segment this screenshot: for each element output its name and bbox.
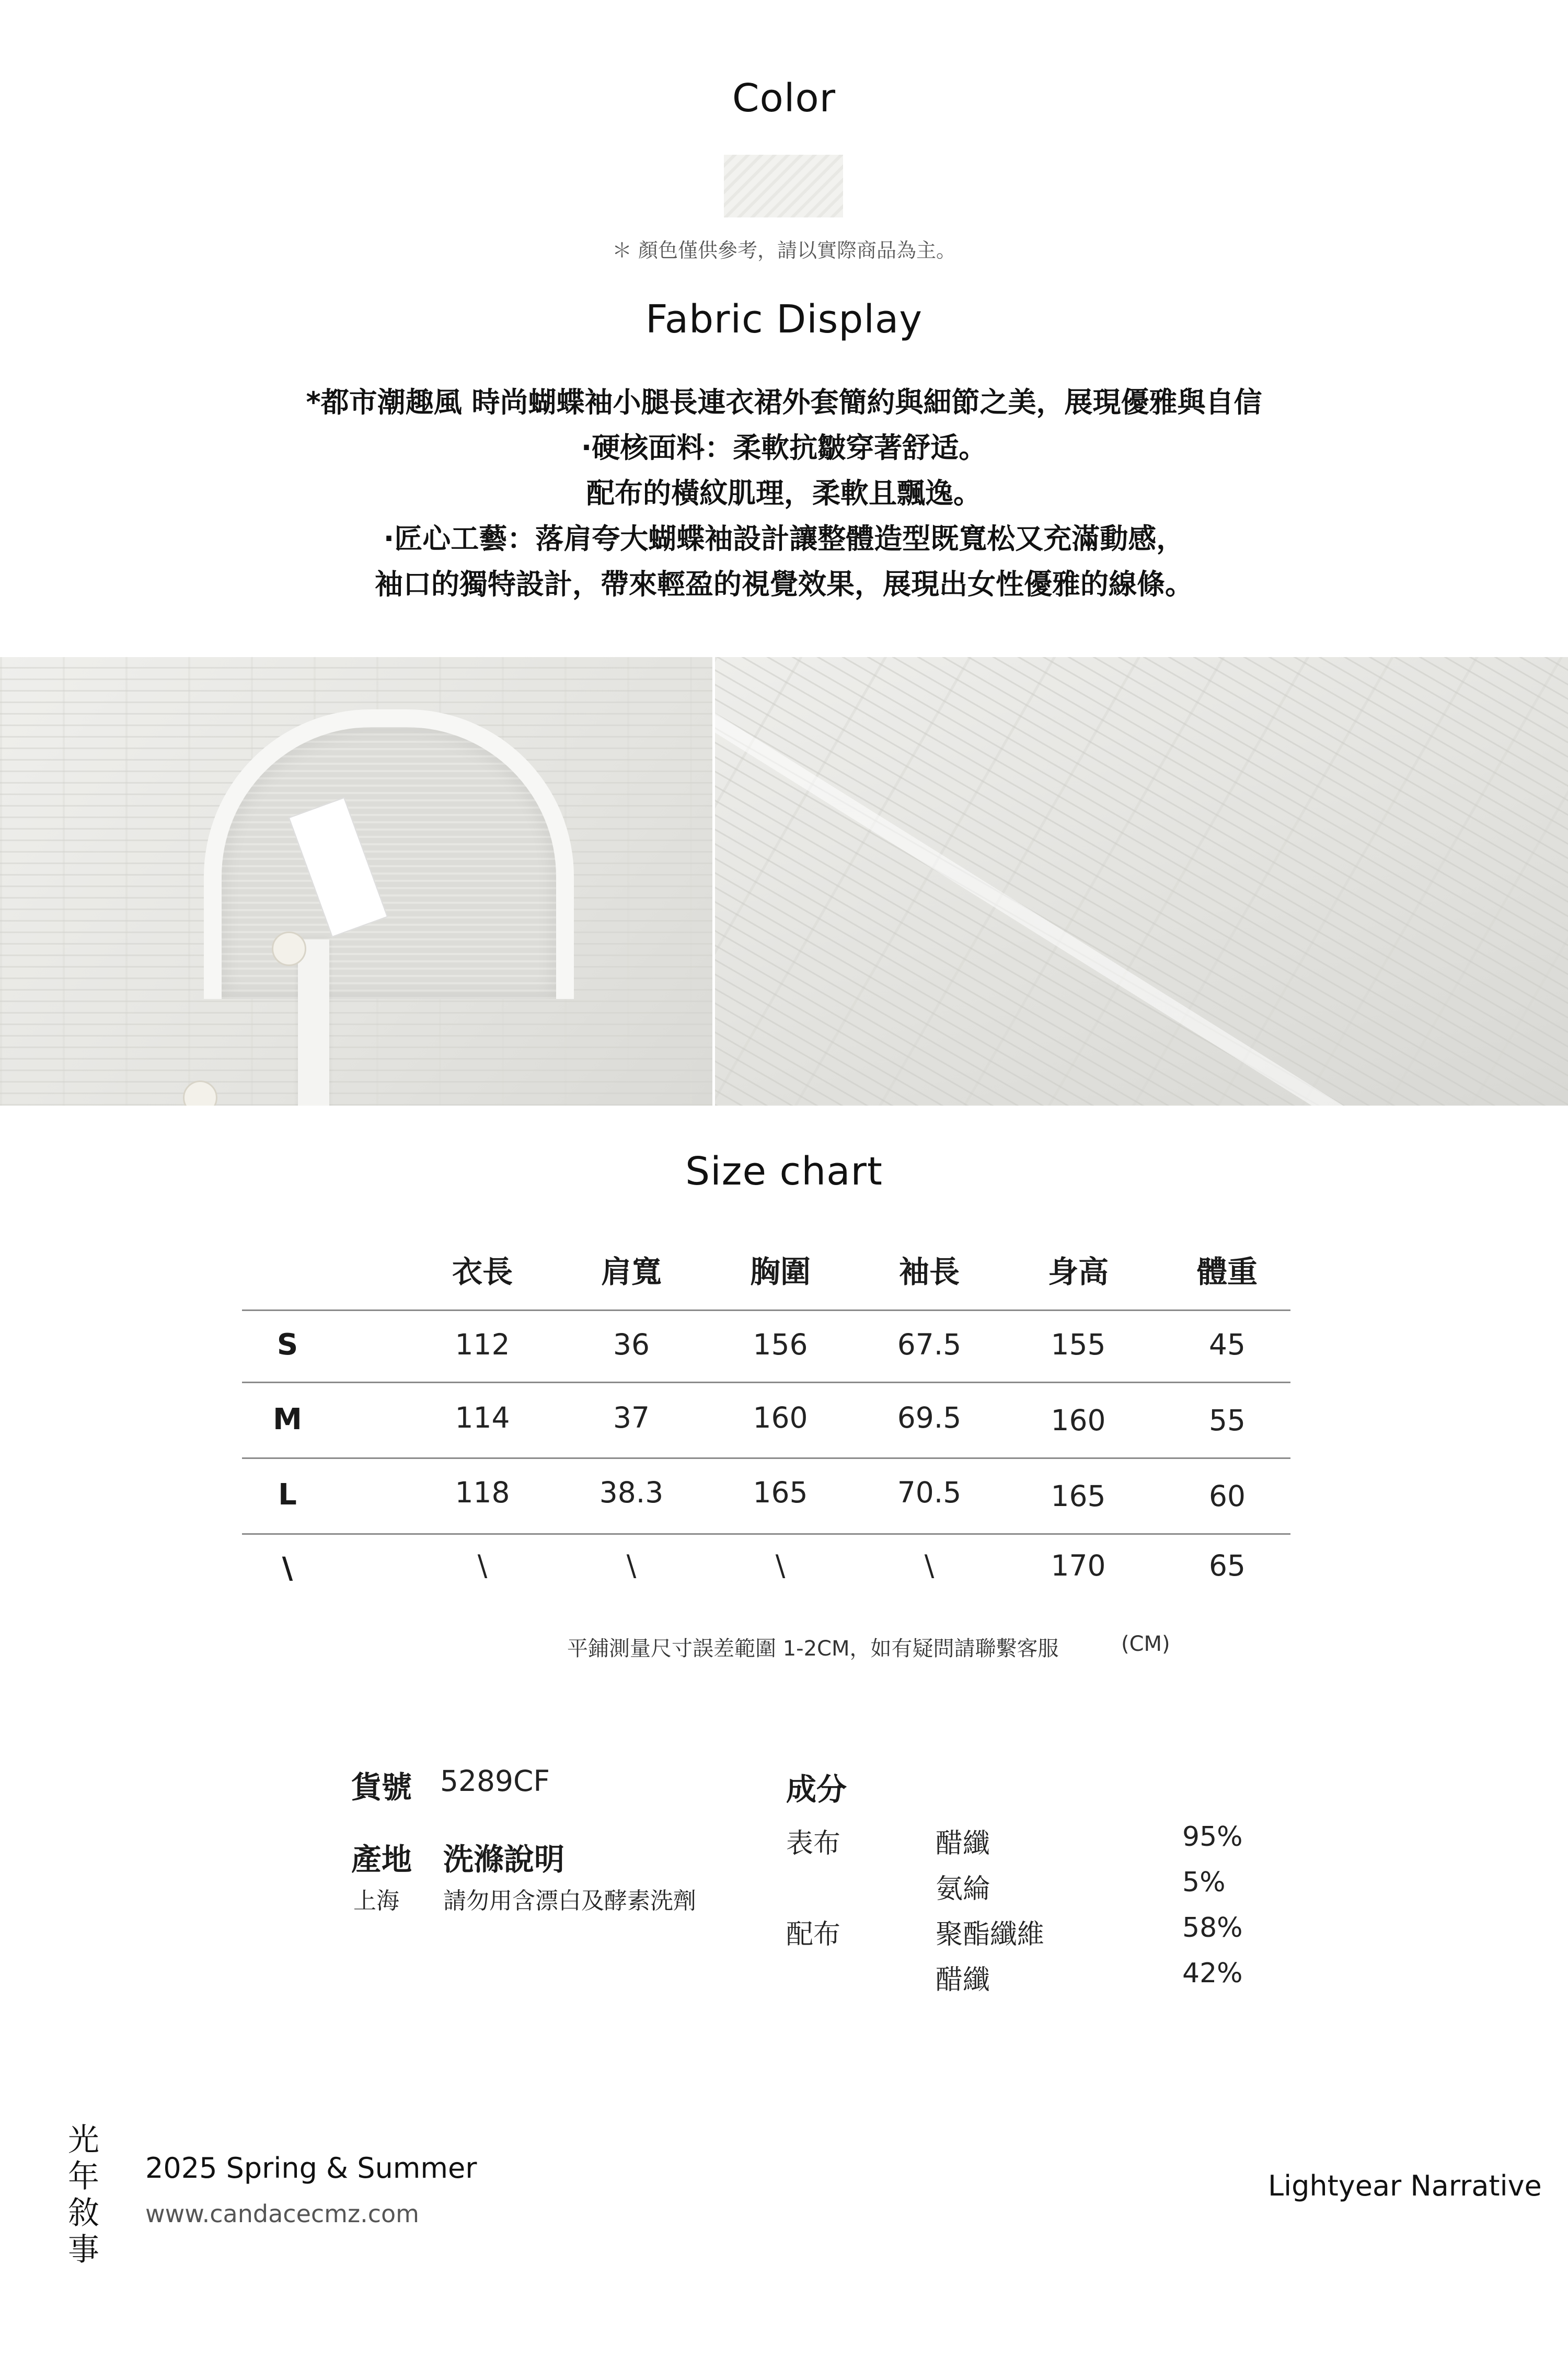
table-cell: 55 <box>1209 1404 1246 1437</box>
item-no-label: 貨號 <box>351 1769 412 1805</box>
table-cell: \ <box>924 1549 935 1582</box>
placket <box>298 939 329 1106</box>
table-divider <box>242 1457 1290 1459</box>
table-cell: 38.3 <box>599 1476 664 1509</box>
size-header: 胸圍 <box>750 1254 811 1290</box>
table-cell: 155 <box>1051 1328 1106 1361</box>
size-header: 衣長 <box>452 1254 513 1290</box>
origin-label: 產地 <box>351 1842 412 1877</box>
size-note: 平鋪測量尺寸誤差範圍 1-2CM，如有疑問請聯繫客服 <box>567 1637 1059 1661</box>
size-label-extra: \ <box>282 1551 293 1585</box>
table-cell: 165 <box>753 1476 808 1509</box>
table-cell: 114 <box>455 1401 510 1434</box>
table-cell: 170 <box>1051 1549 1106 1582</box>
fabric-title: Fabric Display <box>645 297 923 342</box>
table-cell: \ <box>775 1549 786 1582</box>
button-detail <box>183 1081 217 1106</box>
fabric-line: ·硬核面料：柔軟抗皺穿著舒适。 <box>581 431 987 464</box>
table-cell: 45 <box>1209 1328 1246 1361</box>
size-label-m: M <box>273 1403 302 1436</box>
size-header: 體重 <box>1196 1254 1258 1290</box>
collar-shape <box>204 709 574 999</box>
button-detail <box>272 932 306 966</box>
fabric-line: *都市潮趣風 時尚蝴蝶袖小腿長連衣裙外套簡約與細節之美，展現優雅與自信 <box>306 386 1262 419</box>
table-cell: \ <box>477 1549 488 1582</box>
table-divider <box>242 1533 1290 1535</box>
table-cell: 65 <box>1209 1549 1246 1582</box>
fabric-photo-texture <box>715 657 1568 1106</box>
table-cell: 36 <box>613 1328 650 1361</box>
composition-label: 成分 <box>786 1772 847 1807</box>
size-header: 袖長 <box>898 1254 960 1290</box>
wash-label: 洗滌說明 <box>443 1842 565 1877</box>
fabric-description <box>0 380 1568 607</box>
size-header: 身高 <box>1047 1254 1109 1290</box>
size-label-l: L <box>278 1478 297 1512</box>
item-no: 5289CF <box>440 1764 550 1798</box>
table-cell: 37 <box>613 1401 650 1434</box>
composition-percent: 58% <box>1182 1912 1243 1944</box>
table-cell: 165 <box>1051 1479 1106 1513</box>
table-cell: 60 <box>1209 1479 1246 1513</box>
size-header: 肩寬 <box>601 1254 662 1290</box>
fabric-line: 配布的橫紋肌理，柔軟且飄逸。 <box>586 477 982 510</box>
origin-value: 上海 <box>353 1888 399 1914</box>
website-url: www.candacecmz.com <box>145 2200 419 2228</box>
table-cell: 118 <box>455 1476 510 1509</box>
composition-material: 氨綸 <box>936 1874 990 1905</box>
table-cell: \ <box>626 1549 637 1582</box>
table-cell: 70.5 <box>897 1476 962 1509</box>
fabric-photo-collar <box>0 657 712 1106</box>
table-cell: 67.5 <box>897 1328 962 1361</box>
season: 2025 Spring & Summer <box>145 2152 477 2185</box>
table-cell: 160 <box>1051 1404 1106 1437</box>
table-cell: 112 <box>455 1328 510 1361</box>
brand-vertical: 光年敘事 <box>68 2122 99 2268</box>
size-label-s: S <box>276 1328 298 1362</box>
color-note: ＊ 顏色僅供參考，請以實際商品為主。 <box>612 239 956 262</box>
table-cell: 156 <box>753 1328 808 1361</box>
size-unit: (CM) <box>1121 1632 1170 1656</box>
sleeve-fold <box>715 657 1568 1106</box>
wash-value: 請勿用含漂白及酵素洗劑 <box>443 1888 696 1914</box>
table-cell: 160 <box>753 1401 808 1434</box>
table-cell: 69.5 <box>897 1401 962 1434</box>
composition-percent: 42% <box>1182 1958 1243 1989</box>
composition-percent: 95% <box>1182 1821 1243 1853</box>
composition-part: 表布 <box>786 1828 841 1859</box>
color-title: Color <box>732 76 836 121</box>
composition-material: 醋纖 <box>936 1828 990 1859</box>
brand-english: Lightyear Narrative <box>1268 2169 1542 2202</box>
fabric-line: ·匠心工藝：落肩夸大蝴蝶袖設計讓整體造型既寬松又充滿動感， <box>383 522 1185 555</box>
color-swatch <box>724 155 843 217</box>
table-divider <box>242 1382 1290 1383</box>
composition-material: 聚酯纖維 <box>936 1919 1045 1950</box>
composition-material: 醋纖 <box>936 1964 990 1996</box>
composition-percent: 5% <box>1182 1867 1226 1898</box>
composition-part: 配布 <box>786 1919 841 1950</box>
fabric-line: 袖口的獨特設計，帶來輕盈的視覺效果，展現出女性優雅的線條。 <box>375 568 1193 601</box>
table-divider <box>242 1309 1290 1311</box>
size-chart-title: Size chart <box>685 1149 883 1194</box>
